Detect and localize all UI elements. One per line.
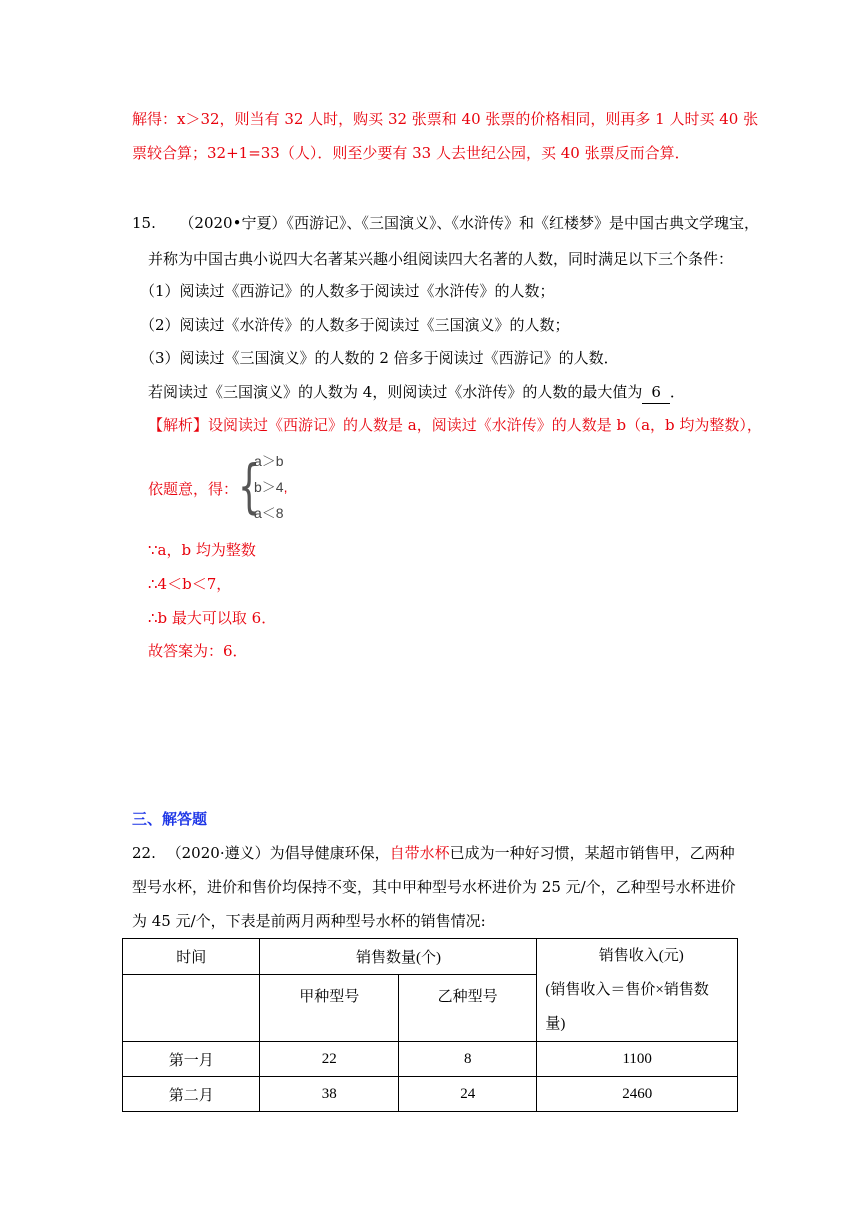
q15-line-1 [132, 212, 759, 234]
section-heading: 三、解答题 [132, 810, 208, 828]
row-type-a: 22 [260, 1042, 398, 1077]
q15-line-2: 并称为中国古典小说四大名著某兴趣小组阅读四大名著的人数，同时满足以下三个条件： [148, 250, 734, 268]
row-income: 1100 [537, 1042, 738, 1077]
q22-line-3: 为 45 元/个，下表是前两月两种型号水杯的销售情况: [132, 912, 486, 930]
analysis-tag: 【解析】 [148, 416, 209, 434]
row-type-b: 24 [398, 1077, 536, 1112]
row-type-b: 8 [398, 1042, 536, 1077]
header-income [537, 939, 738, 1042]
step-2: ∴4＜b＜7， [148, 575, 232, 593]
inequality-1: a＞b [254, 453, 284, 469]
q15-question [148, 381, 685, 404]
row-type-a: 38 [260, 1077, 398, 1112]
step-3: ∴b 最大可以取 6． [148, 609, 277, 627]
q15-analysis [148, 414, 762, 436]
q22-number: 22. [132, 844, 156, 862]
inequality-3: a＜8 [254, 505, 284, 521]
header-income-title: 销售收入(元) [598, 948, 684, 964]
analysis-text: 设阅读过《西游记》的人数是 a，阅读过《水浒传》的人数是 b（a，b 均为整数）， [208, 416, 762, 434]
q22-line-2: 型号水杯，进价和售价均保持不变，其中甲种型号水杯进价为 25 元/个，乙种型号水杯进价 [132, 878, 736, 896]
row-income: 2460 [537, 1077, 738, 1112]
q15-source: （2020•宁夏） [179, 214, 287, 232]
table-row [123, 1077, 738, 1112]
q15-condition-2: （2）阅读过《水浒传》的人数多于阅读过《三国演义》的人数； [140, 316, 570, 334]
q15-question-text: 若阅读过《三国演义》的人数为 4，则阅读过《水浒传》的人数的最大值为 [148, 383, 643, 401]
row-month: 第一月 [123, 1042, 260, 1077]
inequality-2: b＞4, [254, 479, 288, 495]
q15-condition-3: （3）阅读过《三国演义》的人数的 2 倍多于阅读过《西游记》的人数． [140, 349, 619, 367]
header-type-a: 甲种型号 [260, 975, 398, 1042]
q15-number: 15. [132, 214, 156, 232]
header-income-note-2: 量) [545, 1016, 566, 1032]
solution-line-1: 解得：x＞32，则当有 32 人时，购买 32 张票和 40 张票的价格相同，则再多 1 人时买 40 张 [132, 110, 759, 128]
inequality-comma: , [283, 479, 288, 495]
q15-answer-blank: 6 [642, 381, 670, 404]
inequality-system [238, 447, 318, 525]
q22-highlight: 自带水杯 [389, 844, 450, 862]
sales-table [122, 938, 738, 1112]
table-row [123, 1042, 738, 1077]
q22-source: （2020·遵义）为倡导健康环保， [166, 844, 390, 862]
table-header-row [123, 939, 738, 975]
q15-line1-text: 《西游记》、《三国演义》、《水浒传》和《红楼梦》是中国古典文学瑰宝， [286, 214, 759, 232]
brace-icon: { [238, 452, 261, 520]
by-problem-label: 依题意，得： [148, 480, 239, 498]
row-month: 第二月 [123, 1077, 260, 1112]
header-income-note-1: (销售收入＝售价×销售数 [545, 982, 709, 998]
solution-line-2: 票较合算；32+1=33（人）．则至少要有 33 人去世纪公园，买 40 张票反而合算． [132, 144, 690, 162]
header-time: 时间 [123, 939, 260, 975]
q15-question-end: ． [669, 383, 685, 401]
header-type-b: 乙种型号 [398, 975, 536, 1042]
step-1: ∵a，b 均为整数 [148, 541, 256, 559]
final-answer: 故答案为：6． [148, 642, 248, 660]
header-time-empty [123, 975, 260, 1042]
q15-condition-1: （1）阅读过《西游记》的人数多于阅读过《水浒传》的人数； [140, 282, 555, 300]
q22-line1-text: 已成为一种好习惯，某超市销售甲，乙两种 [449, 844, 735, 862]
header-quantity: 销售数量(个) [260, 939, 537, 975]
q22-line-1 [132, 842, 735, 864]
